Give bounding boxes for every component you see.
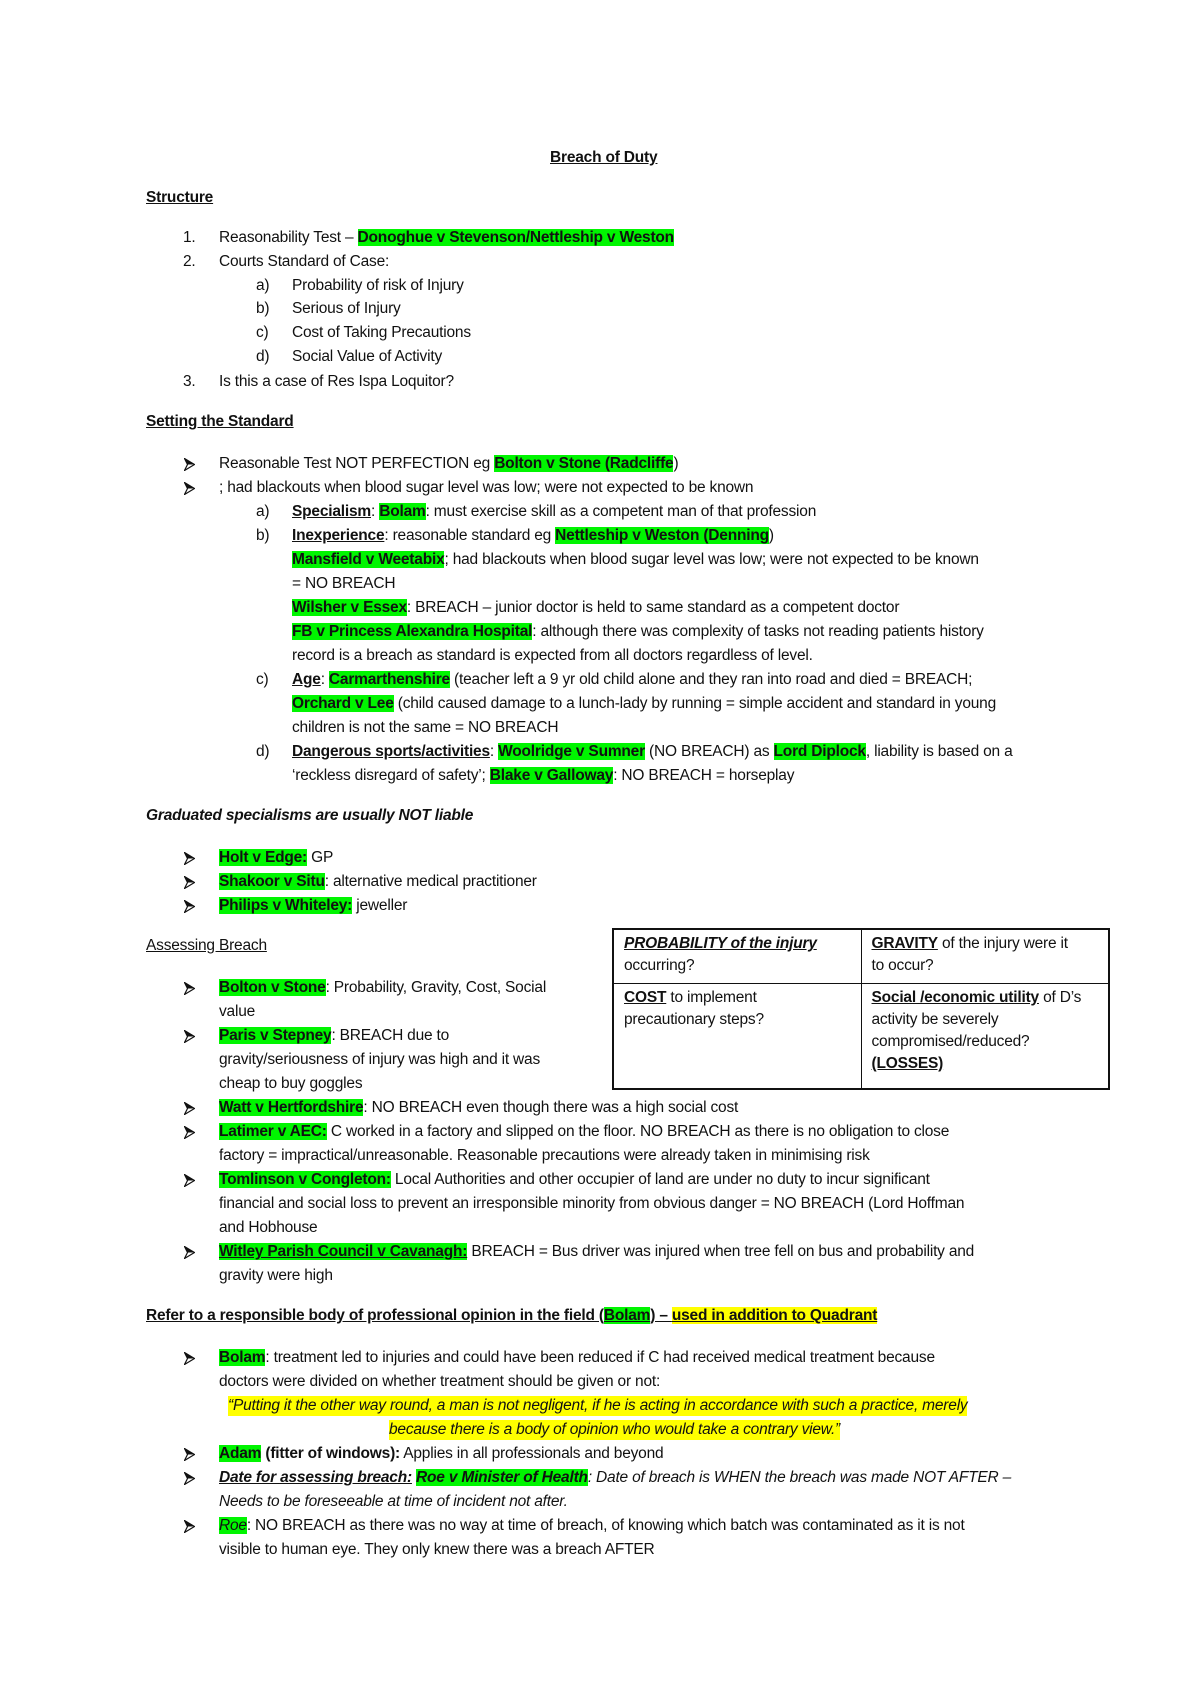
case-highlight: Adam bbox=[219, 1445, 262, 1462]
bullet-item-line: gravity/seriousness of injury was high and it was bbox=[219, 1051, 541, 1068]
sub-item-line: = NO BREACH bbox=[292, 575, 396, 592]
arrow-bullet-icon bbox=[184, 458, 195, 471]
bullet-item-line: visible to human eye. They only knew there was a breach AFTER bbox=[219, 1541, 655, 1558]
case-highlight: Carmarthenshire bbox=[328, 671, 450, 688]
sub-item-line: Mansfield v Weetabix; had blackouts when blood sugar level was low; were not expected to be known bbox=[292, 551, 979, 568]
case-highlight: Nettleship v Weston (Denning bbox=[555, 527, 769, 544]
arrow-bullet-icon bbox=[184, 1174, 195, 1187]
yellow-highlight: used in addition to Quadrant bbox=[671, 1307, 878, 1324]
arrow-bullet-icon bbox=[184, 1246, 195, 1259]
case-highlight: Bolton v Stone bbox=[219, 979, 326, 996]
sub-item: Specialism: Bolam: must exercise skill as a competent man of that profession bbox=[292, 503, 817, 520]
bullet-item: Philips v Whiteley: jeweller bbox=[219, 897, 408, 914]
setting-heading: Setting the Standard bbox=[146, 413, 294, 430]
quadrant-cost: COST to implement precautionary steps? bbox=[613, 984, 861, 1089]
case-highlight: Donoghue v Stevenson/Nettleship v Weston bbox=[357, 229, 674, 246]
bullet-item-line: cheap to buy goggles bbox=[219, 1075, 363, 1092]
bullet-item-line: Needs to be foreseeable at time of incident not after. bbox=[219, 1493, 568, 1510]
arrow-bullet-icon bbox=[184, 482, 195, 495]
arrow-bullet-icon bbox=[184, 1126, 195, 1139]
arrow-bullet-icon bbox=[184, 982, 195, 995]
sub-item-line: record is a breach as standard is expected from all doctors regardless of level. bbox=[292, 647, 813, 664]
case-highlight: Bolam bbox=[219, 1349, 266, 1366]
bullet-item: Watt v Hertfordshire: NO BREACH even though there was a high social cost bbox=[219, 1099, 739, 1116]
quadrant-social-utility: Social /economic utility of D’s activity be severely compromised/reduced? (LOSSES) bbox=[861, 984, 1109, 1089]
case-highlight: Latimer v AEC: bbox=[219, 1123, 327, 1140]
case-highlight: Blake v Galloway bbox=[489, 767, 614, 784]
case-highlight: Roe bbox=[219, 1517, 247, 1534]
refer-heading: Refer to a responsible body of professional opinion in the field (Bolam) – used in addition to Quadrant bbox=[146, 1307, 878, 1324]
sub-item: Probability of risk of Injury bbox=[292, 277, 464, 294]
case-highlight: Holt v Edge: bbox=[219, 849, 308, 866]
quadrant-table bbox=[612, 928, 1110, 1090]
sub-item-line: Wilsher v Essex: BREACH – junior doctor is held to same standard as a competent doctor bbox=[292, 599, 900, 616]
case-highlight: Bolton v Stone (Radcliffe bbox=[494, 455, 674, 472]
case-highlight: Lord Diplock bbox=[773, 743, 866, 760]
case-highlight: Wilsher v Essex bbox=[292, 599, 407, 616]
list-item: Courts Standard of Case: bbox=[219, 253, 390, 270]
list-item: Reasonability Test – Donoghue v Stevenson/Nettleship v Weston bbox=[219, 229, 674, 246]
sub-item: Inexperience: reasonable standard eg Nettleship v Weston (Denning) bbox=[292, 527, 774, 544]
arrow-bullet-icon bbox=[184, 1352, 195, 1365]
structure-heading: Structure bbox=[146, 189, 214, 206]
sub-item: Cost of Taking Precautions bbox=[292, 324, 471, 341]
bullet-item: Latimer v AEC: C worked in a factory and slipped on the floor. NO BREACH as there is no obligation to close bbox=[219, 1123, 950, 1140]
sub-item-line: ‘reckless disregard of safety’; Blake v Galloway: NO BREACH = horseplay bbox=[292, 767, 795, 784]
list-number: 2. bbox=[183, 253, 196, 270]
assessing-heading: Assessing Breach bbox=[146, 937, 267, 954]
sub-item-line: children is not the same = NO BREACH bbox=[292, 719, 559, 736]
case-highlight: Woolridge v Sumner bbox=[498, 743, 645, 760]
bullet-item-line: financial and social loss to prevent an irresponsible minority from obvious danger = NO BREACH (Lord Hoffman bbox=[219, 1195, 965, 1212]
list-number: 3. bbox=[183, 373, 196, 390]
quote-line: “Putting it the other way round, a man is not negligent, if he is acting in accordance with such a practice, merely bbox=[228, 1397, 968, 1414]
sub-label: c) bbox=[256, 671, 269, 688]
sub-label: d) bbox=[256, 348, 270, 365]
bullet-item: Reasonable Test NOT PERFECTION eg Bolton v Stone (Radcliffe) bbox=[219, 455, 679, 472]
sub-item: Dangerous sports/activities: Woolridge v Sumner (NO BREACH) as Lord Diplock, liability is based on a bbox=[292, 743, 1013, 760]
arrow-bullet-icon bbox=[184, 900, 195, 913]
page-title: Breach of Duty bbox=[550, 149, 658, 166]
quote-line: because there is a body of opinion who would take a contrary view.” bbox=[389, 1421, 841, 1438]
graduated-heading: Graduated specialisms are usually NOT liable bbox=[146, 807, 474, 824]
case-highlight: Shakoor v Situ bbox=[219, 873, 325, 890]
bullet-item: Bolam: treatment led to injuries and could have been reduced if C had received medical treatment because bbox=[219, 1349, 935, 1366]
bullet-item: Holt v Edge: GP bbox=[219, 849, 334, 866]
list-item: Is this a case of Res Ispa Loquitor? bbox=[219, 373, 454, 390]
bullet-item-line: and Hobhouse bbox=[219, 1219, 318, 1236]
bullet-item: Tomlinson v Congleton: Local Authorities and other occupier of land are under no duty to incur significant bbox=[219, 1171, 930, 1188]
bullet-item: Paris v Stepney: BREACH due to bbox=[219, 1027, 450, 1044]
case-highlight: Roe v Minister of Health bbox=[416, 1469, 588, 1486]
arrow-bullet-icon bbox=[184, 1472, 195, 1485]
sub-item: Serious of Injury bbox=[292, 300, 401, 317]
arrow-bullet-icon bbox=[184, 1448, 195, 1461]
case-highlight: FB v Princess Alexandra Hospital bbox=[292, 623, 533, 640]
list-number: 1. bbox=[183, 229, 196, 246]
bullet-item-line: value bbox=[219, 1003, 256, 1020]
case-highlight: Tomlinson v Congleton: bbox=[219, 1171, 391, 1188]
bullet-item-line: doctors were divided on whether treatment should be given or not: bbox=[219, 1373, 661, 1390]
bullet-item-line: gravity were high bbox=[219, 1267, 333, 1284]
bullet-item: Roe: NO BREACH as there was no way at time of breach, of knowing which batch was contaminated as it is not bbox=[219, 1517, 965, 1534]
sub-item-line: FB v Princess Alexandra Hospital: although there was complexity of tasks not reading patients history bbox=[292, 623, 984, 640]
bullet-item-line: factory = impractical/unreasonable. Reasonable precautions were already taken in minimising risk bbox=[219, 1147, 870, 1164]
case-highlight: Watt v Hertfordshire bbox=[219, 1099, 364, 1116]
case-highlight: Paris v Stepney bbox=[219, 1027, 332, 1044]
arrow-bullet-icon bbox=[184, 1030, 195, 1043]
case-highlight: Bolam bbox=[379, 503, 426, 520]
case-highlight: Witley Parish Council v Cavanagh: bbox=[219, 1243, 468, 1260]
case-highlight: Bolam bbox=[603, 1307, 651, 1324]
sub-item-line: Orchard v Lee (child caused damage to a lunch-lady by running = simple accident and standard in young bbox=[292, 695, 996, 712]
sub-label: b) bbox=[256, 300, 270, 317]
arrow-bullet-icon bbox=[184, 1520, 195, 1533]
sub-item: Age: Carmarthenshire (teacher left a 9 yr old child alone and they ran into road and died = BREACH; bbox=[292, 671, 973, 688]
bullet-item: ; had blackouts when blood sugar level was low; were not expected to be known bbox=[219, 479, 754, 496]
sub-item: Social Value of Activity bbox=[292, 348, 442, 365]
sub-label: a) bbox=[256, 277, 270, 294]
arrow-bullet-icon bbox=[184, 1102, 195, 1115]
sub-label: d) bbox=[256, 743, 270, 760]
arrow-bullet-icon bbox=[184, 852, 195, 865]
case-highlight: Philips v Whiteley: bbox=[219, 897, 353, 914]
bullet-item: Witley Parish Council v Cavanagh: BREACH = Bus driver was injured when tree fell on bus and probability and bbox=[219, 1243, 975, 1260]
sub-label: c) bbox=[256, 324, 269, 341]
sub-label: a) bbox=[256, 503, 270, 520]
bullet-item: Date for assessing breach: Roe v Minister of Health: Date of breach is WHEN the breach was made NOT AFTER – bbox=[219, 1469, 1012, 1486]
case-highlight: Orchard v Lee bbox=[292, 695, 394, 712]
case-highlight: Mansfield v Weetabix bbox=[292, 551, 445, 568]
bullet-item: Shakoor v Situ: alternative medical practitioner bbox=[219, 873, 537, 890]
bullet-item: Bolton v Stone: Probability, Gravity, Cost, Social bbox=[219, 979, 547, 996]
bullet-item: Adam (fitter of windows): Applies in all professionals and beyond bbox=[219, 1445, 664, 1462]
sub-label: b) bbox=[256, 527, 270, 544]
quadrant-gravity: GRAVITY of the injury were it to occur? bbox=[861, 929, 1109, 984]
quadrant-probability: PROBABILITY of the injury occurring? bbox=[613, 929, 861, 984]
arrow-bullet-icon bbox=[184, 876, 195, 889]
